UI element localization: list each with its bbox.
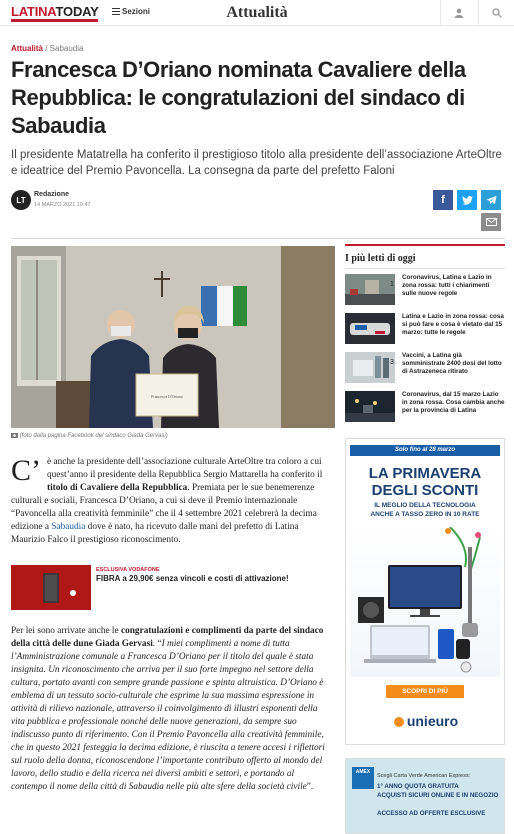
sabaudia-link[interactable]: Sabaudia — [51, 522, 86, 532]
logo-part-2: TODAY — [55, 4, 99, 19]
amex-card-logo: AMEX — [352, 767, 374, 789]
most-read-item[interactable] — [345, 313, 505, 346]
most-read-number: 1 — [390, 281, 394, 288]
user-icon — [454, 8, 464, 18]
p2-text-c: . “ — [152, 639, 162, 649]
p2-quote: I miei complimenti a nome di tutta l’Amministrazione comunale a Francesca D’Oriano per il titolo del quale è stata insignita. Un riconoscimento che arriva per il suo forte impegno nel settore della cultura, portato avanti con sempre grande passione e spinta altruistica. D’Oriano è emblema di un tessuto socio-culturale che esprime la sua massima espressione in attività di rilievo nazionale, attraverso il coinvolgimento di illustri esponenti della vita pubblica e professionale nonché delle nuove generazioni, da sempre suo indiscusso punto di riferimento. Con il Premio Pavoncella alla creatività femminile, che in questo 2021 festeggia la decima edizione, è riuscita a tenere accesi i riflettori sul ruolo della donna, riconoscendone l’importante contributo offerto al mondo del lavoro, dello studio e della ricerca nei diversi ambiti e settori, e portando al contempo il nome della città di Sabaudia nelle più alte sfere della società civile — [11, 639, 325, 792]
article-title: Francesca D’Oriano nominata Cavaliere della Repubblica: le congratulazioni del sindaco di Sabaudia — [11, 57, 466, 138]
menu-label: Sezioni — [122, 7, 151, 16]
article-photo[interactable] — [11, 246, 335, 428]
most-read-item[interactable] — [345, 274, 505, 307]
p2-highlight: congratulazioni e complimenti da parte del sindaco della città delle dune Giada Gervasi — [11, 626, 324, 649]
most-read-number: 3 — [390, 359, 394, 366]
share-email-button[interactable] — [481, 213, 501, 231]
unieuro-ad-badge: Solo fino al 28 marzo — [350, 445, 500, 456]
unieuro-ad[interactable] — [345, 438, 505, 745]
most-read-thumbnail — [345, 313, 395, 344]
sidebar-rule — [345, 268, 505, 269]
camera-icon — [11, 432, 18, 438]
logo-part-1: LATINA — [11, 4, 56, 19]
top-navigation-bar — [0, 0, 514, 26]
p1-text-d: dove è nato, ha ricevuto dalle mani del prefetto di Latina Maurizio Falco il prestigioso riconoscimento. — [11, 522, 299, 545]
email-icon — [486, 218, 497, 226]
most-read-thumbnail — [345, 274, 395, 305]
amex-ad-title: Scegli Carta Verde American Express: — [377, 773, 471, 779]
vodafone-ad-image[interactable] — [11, 565, 91, 610]
p2-text-end: ”. — [306, 782, 314, 792]
user-button[interactable] — [440, 0, 476, 26]
p1-highlight: titolo di Cavaliere della Repubblica — [47, 483, 188, 493]
unieuro-ad-tagline-1: IL MEGLIO DELLA TECNOLOGIA — [374, 502, 476, 509]
divider — [11, 238, 505, 239]
article-paragraph-2 — [11, 625, 331, 794]
search-button[interactable] — [478, 0, 514, 26]
router-illustration — [11, 565, 91, 610]
author-avatar: LT — [11, 190, 31, 210]
amex-ad[interactable] — [345, 758, 505, 834]
vodafone-ad-offer: FIBRA a 29,90€ senza vincoli e costi di attivazione! — [96, 574, 289, 583]
section-title: Attualità — [226, 4, 288, 21]
most-read-number: 4 — [390, 398, 394, 405]
amex-ad-line-2: ACQUISTI SICURI ONLINE E IN NEGOZIO — [377, 792, 499, 799]
unieuro-ad-cta-button[interactable]: SCOPRI DI PIÙ — [386, 685, 464, 698]
publish-date: 14 MARZO 2021 10:47 — [34, 202, 91, 208]
author-name[interactable]: Redazione — [34, 191, 70, 198]
breadcrumb-separator: / — [43, 44, 50, 53]
p1-text-c: . Premiata per le sue benemerenze culturali e sociali, Francesca D’Oriano, a cui si deve il Premio internazionale “Pavoncella alla creatività femminile” che il 4 settembre 2021 celebrerà la decima edizione a — [11, 483, 317, 532]
certificate-text: Francesca D'Oriano — [151, 394, 183, 399]
p2-text-a: Per lei sono arrivate anche le — [11, 626, 121, 636]
twitter-icon — [462, 196, 473, 205]
photo-caption-text: (foto dalla pagina Facebook del sindaco Giada Gervasi) — [19, 433, 168, 439]
unieuro-ad-tagline — [350, 501, 500, 519]
article-subtitle: Il presidente Matatrella ha conferito il prestigioso titolo alla presidente dell’associazione ArteOltre e ideatrice del Premio Pavoncella. La consegna da parte del prefetto Faloni — [11, 149, 502, 177]
most-read-thumbnail — [345, 391, 395, 422]
article-photo-illustration — [11, 246, 335, 428]
share-twitter-button[interactable] — [457, 190, 477, 210]
most-read-thumbnail — [345, 352, 395, 383]
unieuro-logo — [376, 713, 476, 729]
most-read-headline: Coronavirus, Latina e Lazio in zona rossa: tutti i chiarimenti sulle nuove regole — [402, 274, 492, 297]
article-paragraph-1 — [11, 456, 331, 547]
amex-ad-line-1: 1° ANNO QUOTA GRATUITA — [377, 783, 459, 790]
unieuro-ad-tagline-2: ANCHE A TASSO ZERO IN 10 RATE — [370, 511, 480, 518]
share-telegram-button[interactable] — [481, 190, 501, 210]
amex-ad-line-3: ACCESSO AD OFFERTE ESCLUSIVE — [377, 810, 486, 817]
share-facebook-button[interactable] — [433, 190, 453, 210]
most-read-item[interactable] — [345, 391, 505, 424]
products-illustration — [350, 527, 500, 677]
most-read-title: I più letti di oggi — [345, 253, 416, 264]
most-read-item[interactable] — [345, 352, 505, 385]
facebook-icon: f — [441, 194, 445, 206]
breadcrumb-location[interactable]: Sabaudia — [49, 44, 84, 53]
p1-text-a: è anche la presidente dell’associazione culturale ArteOltre tra coloro a cui quest’anno il presidente della Repubblica Sergio Mattarella ha conferito il — [47, 457, 323, 480]
breadcrumb — [11, 44, 83, 54]
photo-caption — [11, 432, 168, 440]
unieuro-logo-mark — [394, 717, 404, 727]
unieuro-ad-headline-1: LA PRIMAVERA — [368, 465, 482, 482]
breadcrumb-category[interactable]: Attualità — [11, 44, 43, 53]
unieuro-ad-headline — [350, 465, 500, 499]
drop-cap: C’ — [11, 454, 41, 487]
most-read-headline: Vaccini, a Latina già somministrate 2400 dosi del lotto di Astrazeneca ritirato — [402, 352, 502, 375]
unieuro-brand-name: unieuro — [406, 713, 459, 729]
search-icon — [492, 8, 502, 18]
most-read-headline: Latina e Lazio in zona rossa: cosa si può fare e cosa è vietato dal 15 marzo: tutte le regole — [402, 313, 504, 336]
most-read-headline: Coronavirus, dal 15 marzo Lazio in zona rossa. Cosa cambia anche per la provincia di Latina — [402, 391, 505, 414]
telegram-icon — [486, 195, 497, 205]
unieuro-ad-headline-2: DEGLI SCONTI — [371, 482, 479, 499]
vodafone-ad-brand: ESCLUSIVA VODAFONE — [96, 567, 160, 573]
sidebar-top-rule — [345, 244, 505, 246]
most-read-number: 2 — [390, 320, 394, 327]
vodafone-ad-text[interactable] — [96, 566, 326, 584]
unieuro-ad-products — [350, 527, 500, 677]
